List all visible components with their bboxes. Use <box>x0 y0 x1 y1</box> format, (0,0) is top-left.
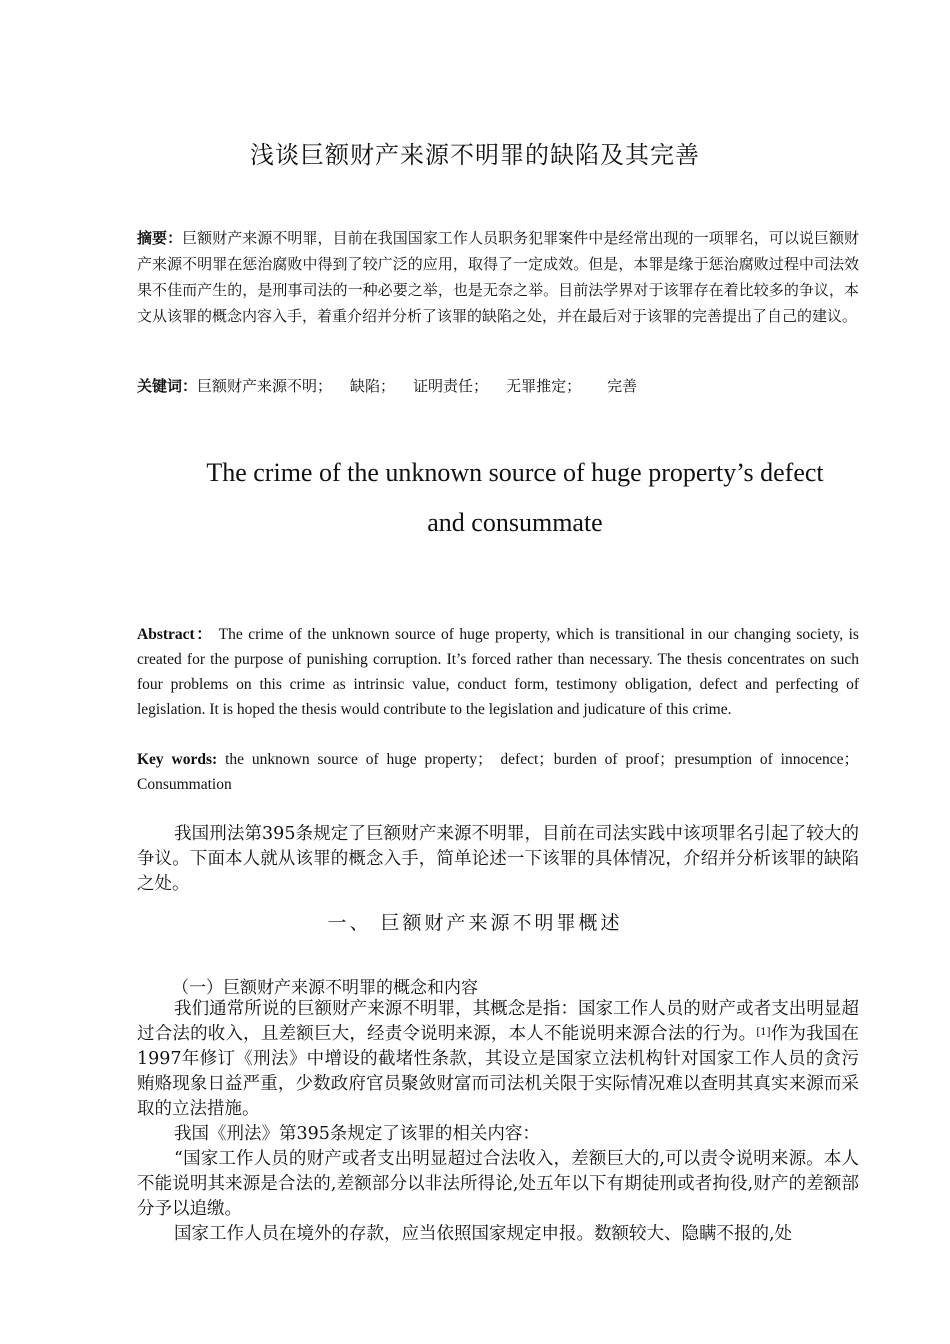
body-text <box>137 997 859 1247</box>
keywords-cn-label: 关键词： <box>137 377 198 395</box>
keyword-item: 证明责任； <box>413 377 489 395</box>
paragraph-text: 我们通常所说的巨额财产来源不明罪，其概念是指：国家工作人员的财产或者支出明显超过合法的收入，且差额巨大，经责令说明来源，本人不能说明来源合法的行为。 <box>137 999 859 1044</box>
paragraph <box>137 997 859 1122</box>
footnote-ref[interactable]: [1] <box>756 1027 771 1038</box>
abstract-cn-label: 摘要： <box>137 229 183 247</box>
abstract-en-label: Abstract： <box>137 626 214 643</box>
section-heading: 一、 巨额财产来源不明罪概述 <box>327 912 623 934</box>
keyword-item: 完善 <box>607 377 638 395</box>
paragraph: “国家工作人员的财产或者支出明显超过合法收入，差额巨大的,可以责令说明来源。本人不能说明其来源是合法的,差额部分以非法所得论,处五年以下有期徒刑或者拘役,财产的差额部分予以追缴。 <box>137 1149 859 1219</box>
paragraph-text: 作为我国在1997年修订《刑法》中增设的截堵性条款，其设立是国家立法机构针对国家工作人员的贪污贿赂现象日益严重，少数政府官员聚敛财富而司法机关限于实际情况难以查明其真实来源而采取的立法措施。 <box>137 1024 860 1119</box>
abstract-cn <box>137 225 859 329</box>
subsection-heading: （一）巨额财产来源不明罪的概念和内容 <box>172 978 478 998</box>
intro-text: 我国刑法第395条规定了巨额财产来源不明罪，目前在司法实践中该项罪名引起了较大的争议。下面本人就从该罪的概念入手，简单论述一下该罪的具体情况，介绍并分析该罪的缺陷之处。 <box>137 824 859 894</box>
paragraph: 国家工作人员在境外的存款，应当依照国家规定申报。数额较大、隐瞒不报的,处 <box>174 1224 793 1244</box>
abstract-en-text: The crime of the unknown source of huge property, which is transitional in our changing society, is created for the purpose of punishing corruption. It’s forced rather than necessary. The thesis concentrates on such four problems on this crime as intrinsic value, conduct form, testimony obligation, defect and perfecting of legislation. It is hoped the thesis would contribute to the legislation and judicature of this crime. <box>137 626 859 718</box>
keyword-item: 巨额财产来源不明； <box>197 377 333 395</box>
keywords-en-text: the unknown source of huge property； defect；burden of proof；presumption of innocence；Consummation <box>137 751 860 793</box>
keywords-cn <box>137 373 859 399</box>
abstract-en <box>137 622 859 722</box>
keywords-en-label: Key words: <box>137 751 218 768</box>
keyword-item: 缺陷； <box>350 377 396 395</box>
english-title-line-2: and consummate <box>427 508 603 537</box>
chinese-title: 浅谈巨额财产来源不明罪的缺陷及其完善 <box>250 141 700 169</box>
keyword-item: 无罪推定； <box>506 377 582 395</box>
english-title-line-1: The crime of the unknown source of huge property’s defect <box>206 458 824 487</box>
keywords-en <box>137 747 859 797</box>
intro-paragraph <box>137 822 859 897</box>
paragraph: 我国《刑法》第395条规定了该罪的相关内容： <box>174 1124 540 1144</box>
abstract-cn-text: 巨额财产来源不明罪，目前在我国国家工作人员职务犯罪案件中是经常出现的一项罪名，可以说巨额财产来源不明罪在惩治腐败中得到了较广泛的应用，取得了一定成效。但是，本罪是缘于惩治腐败过程中司法效果不佳而产生的，是刑事司法的一种必要之举，也是无奈之举。目前法学界对于该罪存在着比较多的争议，本文从该罪的概念内容入手，着重介绍并分析了该罪的缺陷之处，并在最后对于该罪的完善提出了自己的建议。 <box>137 229 859 325</box>
